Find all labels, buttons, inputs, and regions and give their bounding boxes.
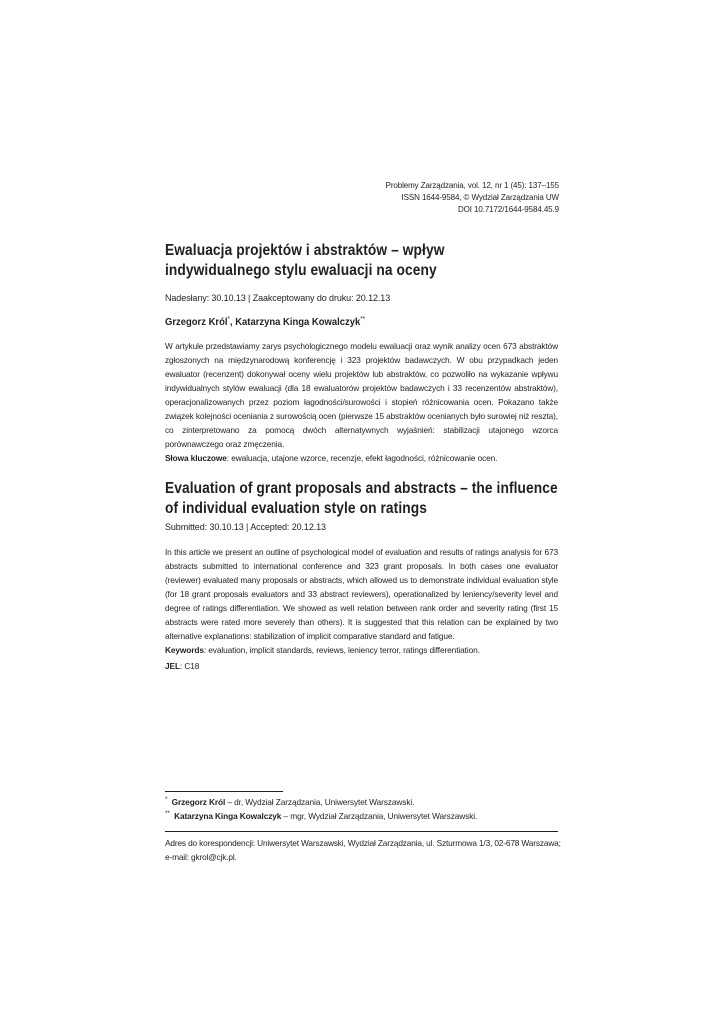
footnote-text: – mgr, Wydział Zarządzania, Uniwersytet Warszawski. xyxy=(281,811,478,821)
footnote-author2 xyxy=(165,810,477,822)
jel-classification xyxy=(165,659,558,673)
author-name: Katarzyna Kinga Kowalczyk xyxy=(235,316,361,328)
footnote-mark: * xyxy=(165,796,168,803)
submission-dates-english: Submitted: 30.10.13 | Accepted: 20.12.13 xyxy=(165,522,326,532)
title-english-line1: Evaluation of grant proposals and abstracts – the influence xyxy=(165,480,558,497)
author-separator: , xyxy=(229,316,236,328)
footnote-mark: ** xyxy=(165,810,170,817)
title-polish xyxy=(165,241,509,281)
author-list xyxy=(165,315,365,329)
footnote-text: – dr, Wydział Zarządzania, Uniwersytet Warszawski. xyxy=(225,797,415,807)
keywords-text: : ewaluacja, utajone wzorce, recenzje, efekt łagodności, różnicowanie ocen. xyxy=(226,453,498,463)
jel-label: JEL xyxy=(165,661,180,671)
title-english xyxy=(165,479,558,519)
correspondence-email: e-mail: gkrol@cjk.pl. xyxy=(165,852,237,862)
keywords-label: Keywords xyxy=(165,645,204,655)
correspondence-line1: Adres do korespondencji: Uniwersytet Warszawski, Wydział Zarządzania, ul. Szturmowa 1/3, 02-678 Warszawa; xyxy=(165,838,561,848)
journal-issn: ISSN 1644-9584, © Wydział Zarządzania UW xyxy=(401,193,559,202)
correspondence-address xyxy=(165,836,565,864)
submission-dates-polish: Nadesłany: 30.10.13 | Zaakceptowany do druku: 20.12.13 xyxy=(165,293,391,303)
title-polish-line2: indywidualnego stylu ewaluacji na oceny xyxy=(165,262,437,279)
jel-code: : C18 xyxy=(179,661,200,671)
author-name: Grzegorz Król xyxy=(165,316,228,328)
journal-doi: DOI 10.7172/1644-9584.45.9 xyxy=(457,205,559,214)
abstract-english: In this article we present an outline of psychological model of evaluation and results of ratings analysis for 673 abstracts submitted to international conference and 323 grant proposals. In both cases one evaluator (reviewer) evaluated many proposals or abstracts, which allowed us to demonstrate individual evaluation style (for 18 grant proposals evaluators and 33 abstract reviewers), operationalized by leniency/severity level and degree of ratings differentiation. We showed as well relation between rank order and severity rating (first 15 abstracts were rated more severely than others). It is suggested that this relation can be explained by two alternative explanations: stabilization of implicit comparative standard and fatigue. xyxy=(165,547,558,641)
footnote-author-name: Grzegorz Król xyxy=(171,797,226,807)
keywords-english xyxy=(165,643,558,657)
keywords-text: : evaluation, implicit standards, reviews, leniency terror, ratings differentiation. xyxy=(203,645,480,655)
footnote-divider xyxy=(165,791,283,792)
keywords-polish xyxy=(165,451,558,465)
title-english-line2: of individual evaluation style on ratings xyxy=(165,500,427,517)
footnote-mark: ** xyxy=(360,316,366,323)
title-polish-line1: Ewaluacja projektów i abstraktów – wpływ xyxy=(165,242,445,259)
abstract-polish: W artykule przedstawiamy zarys psychologicznego modelu ewaluacji oraz wynik analizy ocen 673 abstraktów zgłoszonych na międzynarodową konferencję i 323 projektów badawczych. W obu przypadkach jeden ewaluator (recenzent) dokonywał oceny wielu projektów lub abstraktów, co pozwoliło na wykazanie wpływu indywidualnych stylów ewaluacji (dla 18 ewaluatorów projektów badawczych i 33 recenzentów abstraktów), operacjonalizowanych przez poziom łagodności/surowości i stopień różnicowania ocen. Pokazano także związek kolejności oceniania z surowością ocen (pierwsze 15 abstraktów ocenianych było surowiej niż reszta), co zinterpretowano za pomocą dwóch alternatywnych wyjaśnień: stabilizacji utajonego wzorca porównawczego oraz zmęczenia. xyxy=(165,341,558,449)
keywords-label: Słowa kluczowe xyxy=(165,453,227,463)
correspondence-divider xyxy=(165,831,558,832)
journal-citation: Problemy Zarządzania, vol. 12, nr 1 (45): 137–155 xyxy=(385,181,559,190)
footnote-author-name: Katarzyna Kinga Kowalczyk xyxy=(174,811,282,821)
journal-header xyxy=(386,180,559,216)
footnote-author1 xyxy=(165,796,414,808)
footnote-mark: * xyxy=(227,316,230,323)
